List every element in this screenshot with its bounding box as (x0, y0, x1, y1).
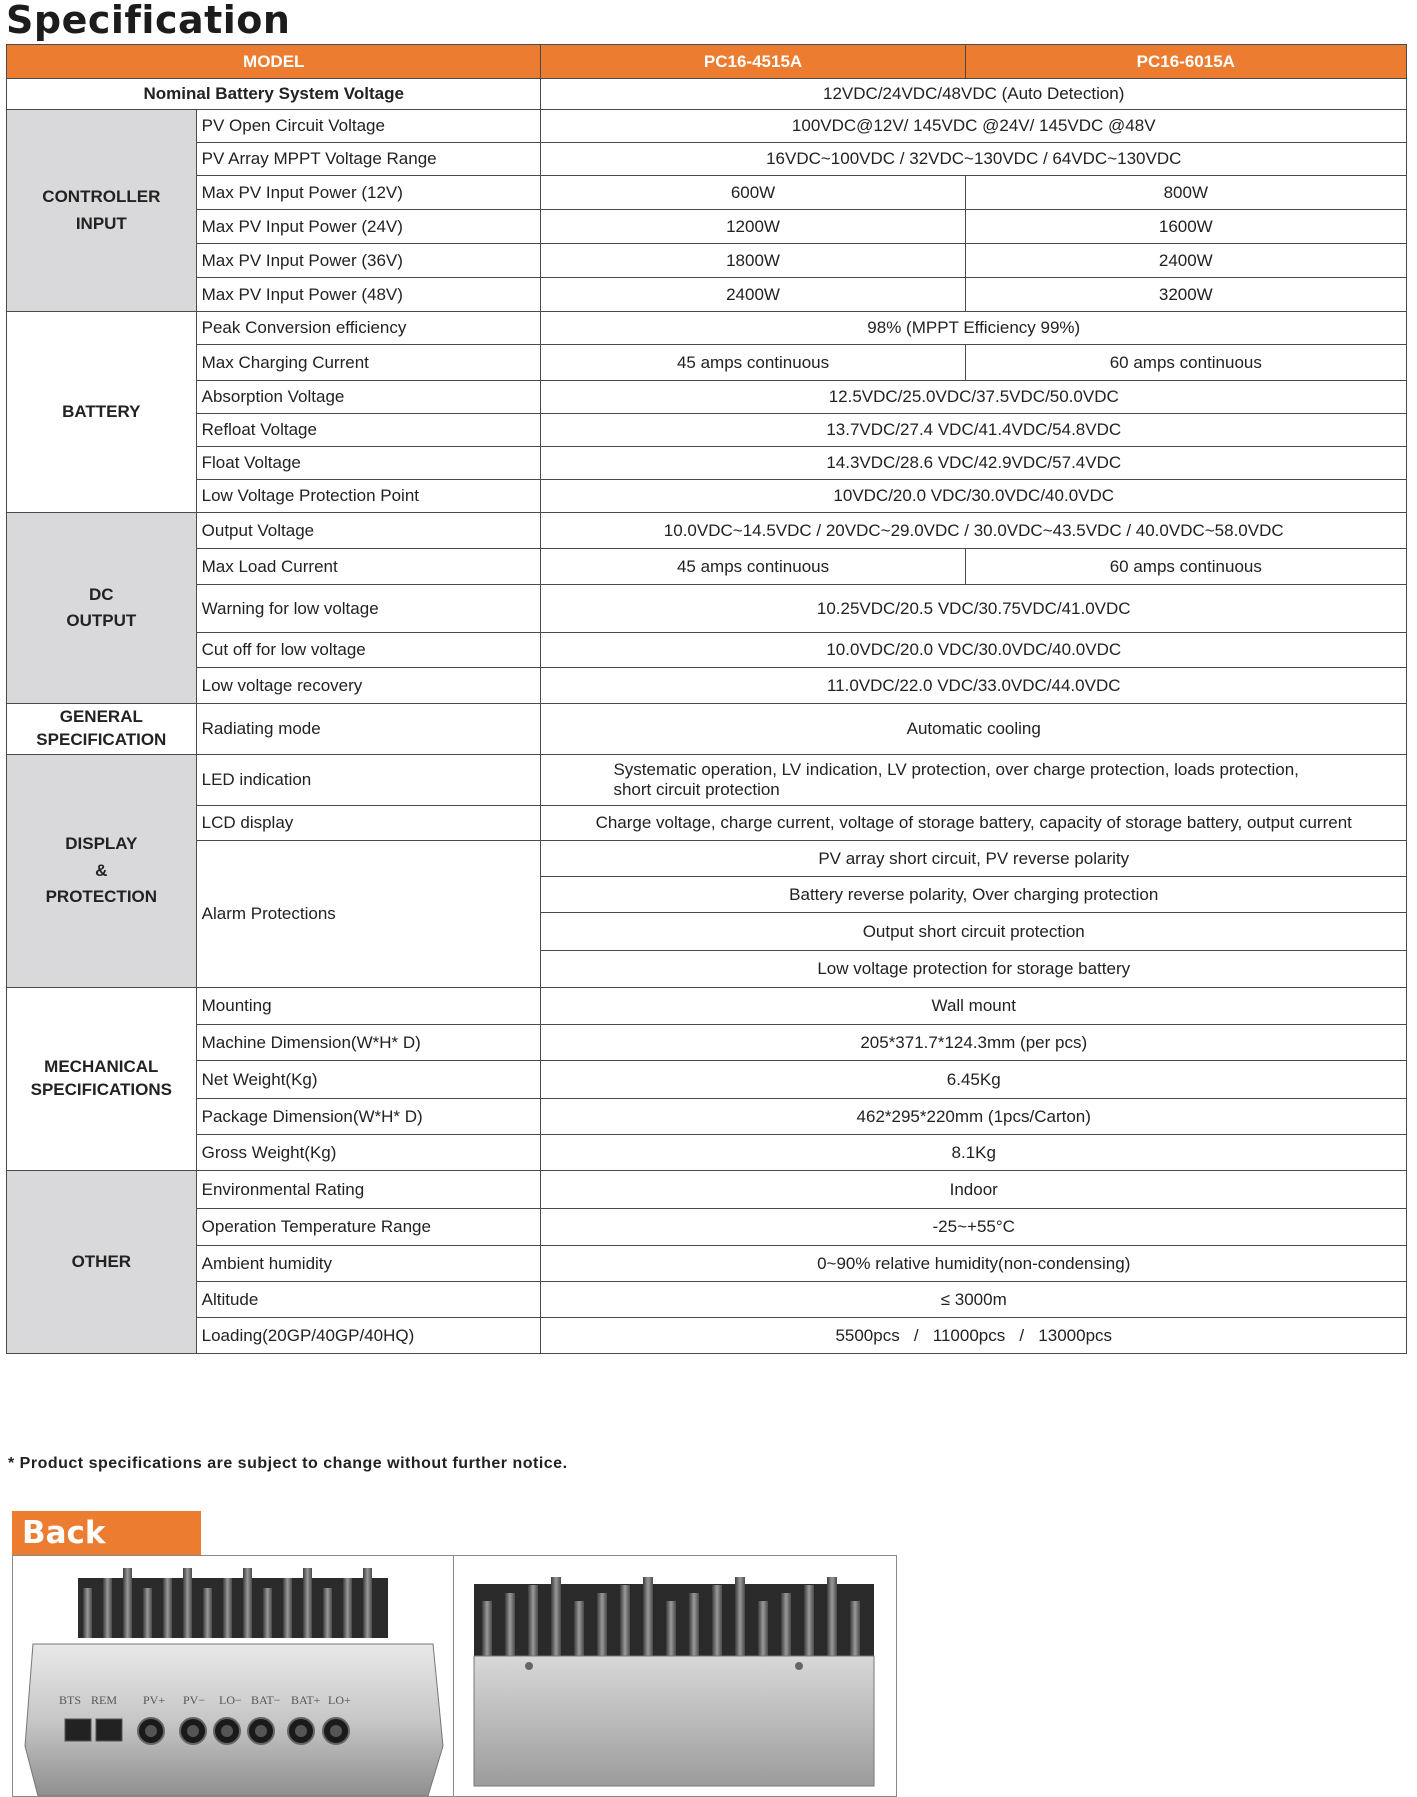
category-label: DISPLAY (65, 834, 138, 854)
heatsink-fin (103, 1578, 112, 1638)
heatsink-fins (78, 1568, 388, 1638)
terminal-screw (330, 1725, 342, 1737)
row-label: Warning for low voltage (196, 585, 541, 633)
terminal-screw (145, 1725, 157, 1737)
screw-icon (525, 1662, 533, 1670)
table-row (7, 755, 1407, 806)
heatsink-fin (643, 1577, 653, 1656)
category-label: PROTECTION (45, 887, 158, 907)
heatsink-fin (123, 1568, 132, 1638)
row-label: Package Dimension(W*H* D) (196, 1099, 541, 1135)
model-2-value: 2400W (965, 244, 1406, 278)
table-row (7, 1282, 1407, 1318)
row-value: 10.0VDC/20.0 VDC/30.0VDC/40.0VDC (541, 633, 1407, 668)
category-label: SPECIFICATION (36, 730, 167, 749)
heatsink-fin (620, 1585, 630, 1656)
heatsink-fin (163, 1578, 172, 1638)
row-label: LCD display (196, 806, 541, 841)
table-row (7, 1209, 1407, 1246)
table-row (7, 1099, 1407, 1135)
row-value: 12.5VDC/25.0VDC/37.5VDC/50.0VDC (541, 381, 1407, 414)
heatsink-fin (712, 1585, 722, 1656)
table-row (7, 278, 1407, 312)
controller-side-body (474, 1656, 874, 1786)
table-row (7, 1061, 1407, 1099)
row-label: Gross Weight(Kg) (196, 1135, 541, 1171)
port-label: REM (91, 1693, 118, 1707)
heatsink-fin (574, 1601, 584, 1656)
port-label: PV− (183, 1693, 206, 1707)
heatsink-fin (83, 1588, 92, 1638)
model-1-value: 1800W (541, 244, 965, 278)
back-panel-image-ports (12, 1555, 454, 1797)
heatsink-fin (827, 1577, 837, 1656)
category-label: CONTROLLER (42, 187, 161, 207)
table-row (7, 143, 1407, 176)
row-value: 11.0VDC/22.0 VDC/33.0VDC/44.0VDC (541, 668, 1407, 704)
table-row (7, 1135, 1407, 1171)
heatsink-fin (597, 1593, 607, 1656)
row-value: 462*295*220mm (1pcs/Carton) (541, 1099, 1407, 1135)
row-value: Charge voltage, charge current, voltage of storage battery, capacity of storage battery, output current (541, 806, 1407, 841)
screw-icon (795, 1662, 803, 1670)
terminal-screw (295, 1725, 307, 1737)
row-value: 100VDC@12V/ 145VDC @24V/ 145VDC @48V (541, 110, 1407, 143)
back-panel-title: Back (12, 1511, 201, 1555)
category-label: DC (89, 584, 114, 604)
model-2-value: 800W (965, 176, 1406, 210)
table-row (7, 414, 1407, 447)
table-row (7, 988, 1407, 1025)
model-2-value: 60 amps continuous (965, 549, 1406, 585)
row-label: Environmental Rating (196, 1171, 541, 1209)
category-display-protection (7, 755, 197, 988)
table-row (7, 585, 1407, 633)
port-label: BAT+ (291, 1693, 321, 1707)
row-value: 8.1Kg (541, 1135, 1407, 1171)
alarm-value: Low voltage protection for storage battery (541, 951, 1407, 988)
category-label: MECHANICAL (44, 1057, 159, 1077)
table-row (7, 806, 1407, 841)
table-row (7, 345, 1407, 381)
category-label: INPUT (75, 213, 127, 233)
nominal-voltage-label: Nominal Battery System Voltage (7, 79, 541, 110)
row-value: 5500pcs / 11000pcs / 13000pcs (541, 1318, 1407, 1354)
led-value-line: Systematic operation, LV indication, LV protection, over charge protection, loads protection, (613, 759, 1299, 779)
row-value: 13.7VDC/27.4 VDC/41.4VDC/54.8VDC (541, 414, 1407, 447)
row-label: Mounting (196, 988, 541, 1025)
row-value: 14.3VDC/28.6 VDC/42.9VDC/57.4VDC (541, 447, 1407, 480)
row-label: Cut off for low voltage (196, 633, 541, 668)
table-row (7, 244, 1407, 278)
heatsink-fin (528, 1585, 538, 1656)
table-row (7, 210, 1407, 244)
led-value-line: short circuit protection (613, 780, 780, 799)
port-label: BTS (59, 1693, 82, 1707)
terminal-screw (221, 1725, 233, 1737)
row-label: Max PV Input Power (48V) (196, 278, 541, 312)
row-label: Max PV Input Power (12V) (196, 176, 541, 210)
port-label: PV+ (143, 1693, 166, 1707)
disclaimer-note: * Product specifications are subject to change without further notice. (8, 1455, 568, 1472)
alarm-value: PV array short circuit, PV reverse polarity (541, 841, 1407, 877)
table-row (7, 633, 1407, 668)
row-value: 205*371.7*124.3mm (per pcs) (541, 1025, 1407, 1061)
heatsink-fin (551, 1577, 561, 1656)
table-row (7, 668, 1407, 704)
row-value: 0~90% relative humidity(non-condensing) (541, 1246, 1407, 1282)
port-label: LO+ (328, 1693, 351, 1707)
page-title: Specification (6, 0, 291, 42)
table-row (7, 381, 1407, 414)
heatsink-fin (505, 1593, 515, 1656)
heatsink-fin (263, 1588, 272, 1638)
row-label: Max PV Input Power (24V) (196, 210, 541, 244)
row-label: Max Load Current (196, 549, 541, 585)
model-1-value: 600W (541, 176, 965, 210)
heatsink-fin (343, 1578, 352, 1638)
heatsink-fin (283, 1578, 292, 1638)
heatsink-fin (203, 1588, 212, 1638)
heatsink-fin (143, 1588, 152, 1638)
row-label: Ambient humidity (196, 1246, 541, 1282)
nominal-voltage-value: 12VDC/24VDC/48VDC (Auto Detection) (541, 79, 1407, 110)
row-label: PV Array MPPT Voltage Range (196, 143, 541, 176)
row-label: LED indication (196, 755, 541, 806)
row-value: Automatic cooling (541, 704, 1407, 755)
row-label: Altitude (196, 1282, 541, 1318)
terminal-screw (255, 1725, 267, 1737)
table-row (7, 1025, 1407, 1061)
controller-ports-illustration (13, 1556, 453, 1796)
row-label: Output Voltage (196, 513, 541, 549)
heatsink-fin (666, 1601, 676, 1656)
row-value: 10.0VDC~14.5VDC / 20VDC~29.0VDC / 30.0VDC~43.5VDC / 40.0VDC~58.0VDC (541, 513, 1407, 549)
heatsink-fin (758, 1601, 768, 1656)
model-1-value: 45 amps continuous (541, 549, 965, 585)
model-1-header: PC16-4515A (541, 45, 965, 79)
model-2-value: 1600W (965, 210, 1406, 244)
model-2-value: 60 amps continuous (965, 345, 1406, 381)
category-other: OTHER (7, 1171, 197, 1354)
row-label: Peak Conversion efficiency (196, 312, 541, 345)
heatsink-fin (303, 1568, 312, 1638)
heatsink-fin (781, 1593, 791, 1656)
model-2-header: PC16-6015A (965, 45, 1406, 79)
row-value: 98% (MPPT Efficiency 99%) (541, 312, 1407, 345)
row-label: Net Weight(Kg) (196, 1061, 541, 1099)
row-label: Low Voltage Protection Point (196, 480, 541, 513)
row-label: Refloat Voltage (196, 414, 541, 447)
row-value: 10.25VDC/20.5 VDC/30.75VDC/41.0VDC (541, 585, 1407, 633)
heatsink-fin (804, 1585, 814, 1656)
heatsink-fin (735, 1577, 745, 1656)
table-row (7, 841, 1407, 877)
table-row (7, 110, 1407, 143)
row-value: Indoor (541, 1171, 1407, 1209)
category-battery: BATTERY (7, 312, 197, 513)
row-value (541, 755, 1407, 806)
row-label: Loading(20GP/40GP/40HQ) (196, 1318, 541, 1354)
alarm-value: Output short circuit protection (541, 913, 1407, 951)
table-row (7, 513, 1407, 549)
table-row (7, 447, 1407, 480)
specification-table (6, 44, 1407, 1354)
table-row (7, 549, 1407, 585)
heatsink-fin (323, 1588, 332, 1638)
row-label: PV Open Circuit Voltage (196, 110, 541, 143)
controller-side-illustration (454, 1556, 896, 1796)
category-label: SPECIFICATIONS (30, 1080, 172, 1099)
heatsink-fin (850, 1601, 860, 1656)
row-label: Operation Temperature Range (196, 1209, 541, 1246)
row-value: -25~+55°C (541, 1209, 1407, 1246)
table-row (7, 1318, 1407, 1354)
row-value: 16VDC~100VDC / 32VDC~130VDC / 64VDC~130VDC (541, 143, 1407, 176)
table-row (7, 79, 1407, 110)
row-value: ≤ 3000m (541, 1282, 1407, 1318)
table-row (7, 1171, 1407, 1209)
row-label: Max PV Input Power (36V) (196, 244, 541, 278)
heatsink-fin (243, 1568, 252, 1638)
back-panel-image-side (453, 1555, 897, 1797)
row-label: Float Voltage (196, 447, 541, 480)
model-1-value: 45 amps continuous (541, 345, 965, 381)
row-value: 6.45Kg (541, 1061, 1407, 1099)
table-header-row (7, 45, 1407, 79)
heatsink-fin (183, 1568, 192, 1638)
row-value: 10VDC/20.0 VDC/30.0VDC/40.0VDC (541, 480, 1407, 513)
row-value: Wall mount (541, 988, 1407, 1025)
heatsink-fin (223, 1578, 232, 1638)
row-label: Absorption Voltage (196, 381, 541, 414)
row-label: Max Charging Current (196, 345, 541, 381)
model-2-value: 3200W (965, 278, 1406, 312)
heatsink-fin (363, 1568, 372, 1638)
table-row (7, 176, 1407, 210)
category-dc-output (7, 513, 197, 704)
row-label: Low voltage recovery (196, 668, 541, 704)
category-label: & (95, 860, 108, 880)
row-label: Alarm Protections (196, 841, 541, 988)
category-mechanical (7, 988, 197, 1171)
port-label: BAT− (251, 1693, 281, 1707)
category-label: OUTPUT (66, 611, 137, 630)
heatsink-fin (482, 1601, 492, 1656)
model-1-value: 1200W (541, 210, 965, 244)
category-general-specification (7, 704, 197, 755)
alarm-value: Battery reverse polarity, Over charging protection (541, 877, 1407, 913)
table-row (7, 480, 1407, 513)
table-row (7, 1246, 1407, 1282)
heatsink-fin (689, 1593, 699, 1656)
category-label: GENERAL (59, 707, 143, 727)
row-label: Machine Dimension(W*H* D) (196, 1025, 541, 1061)
model-1-value: 2400W (541, 278, 965, 312)
table-row (7, 312, 1407, 345)
model-header: MODEL (7, 45, 541, 79)
table-row (7, 704, 1407, 755)
category-controller-input (7, 110, 197, 312)
port-label: LO− (219, 1693, 242, 1707)
terminal-screw (187, 1725, 199, 1737)
row-label: Radiating mode (196, 704, 541, 755)
